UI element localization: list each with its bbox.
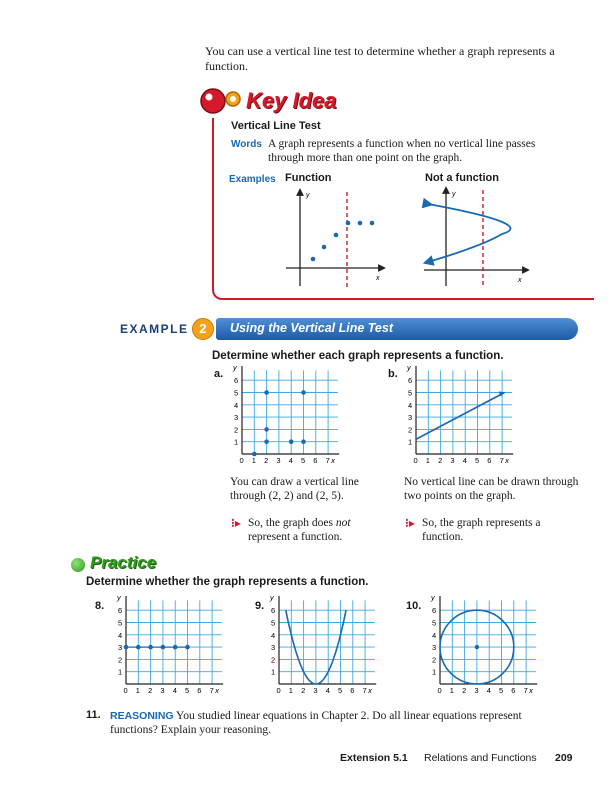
y-tick-label: 4 — [408, 400, 413, 410]
conclusion-a-start: So, the graph does — [248, 517, 336, 529]
y-tick-label: 5 — [271, 618, 276, 628]
data-point — [301, 390, 306, 395]
x-tick-label: 0 — [413, 456, 418, 465]
x-tick-label: 7 — [523, 686, 528, 695]
y-tick-label: 5 — [234, 388, 239, 398]
graph-9 — [263, 596, 381, 700]
x-tick-label: 3 — [276, 456, 281, 465]
part-b-label: b. — [388, 368, 398, 380]
y-tick-label: 5 — [408, 388, 413, 398]
y-axis-label: y — [407, 366, 411, 372]
x-tick-label: 6 — [511, 686, 516, 695]
key-idea-subtitle: Vertical Line Test — [231, 120, 321, 132]
y-tick-label: 1 — [432, 667, 437, 677]
data-point — [358, 221, 363, 226]
page-number: 209 — [555, 752, 573, 764]
y-tick-label: 3 — [271, 643, 276, 653]
data-point — [301, 439, 306, 444]
sideways-parabola — [428, 204, 511, 262]
data-point — [264, 390, 269, 395]
x-tick-label: 6 — [197, 686, 202, 695]
x-tick-label: 5 — [338, 686, 343, 695]
y-tick-label: 2 — [234, 425, 239, 435]
data-point — [322, 245, 327, 250]
key-idea-title: Key Idea — [246, 88, 337, 113]
x-tick-label: 1 — [449, 686, 454, 695]
x-tick-label: 1 — [251, 456, 256, 465]
x-axis-label: x — [215, 686, 219, 695]
data-point — [289, 439, 294, 444]
x-tick-label: 6 — [487, 456, 492, 465]
data-point — [346, 221, 351, 226]
example-prompt: Determine whether each graph represents a function. — [212, 350, 504, 362]
y-tick-label: 2 — [118, 655, 123, 665]
conclusion-arrow-icon: ⁝▸ — [405, 516, 415, 530]
y-tick-label: 3 — [118, 643, 123, 653]
words-label: Words — [231, 139, 262, 150]
x-tick-label: 5 — [185, 686, 190, 695]
x-tick-label: 1 — [288, 686, 293, 695]
y-tick-label: 2 — [432, 655, 437, 665]
graph-b — [400, 366, 518, 470]
y-tick-label: 1 — [408, 437, 413, 447]
y-axis-label: y — [452, 191, 456, 198]
examples-label: Examples — [229, 174, 276, 185]
circle-center-point — [475, 645, 479, 649]
conclusion-a-emphasis: not — [335, 517, 351, 529]
footer-section: Relations and Functions — [424, 752, 537, 764]
y-axis-label: y — [233, 366, 237, 372]
y-tick-label: 3 — [408, 413, 413, 423]
x-tick-label: 1 — [425, 456, 430, 465]
y-tick-label: 4 — [271, 630, 276, 640]
intro-text: You can use a vertical line test to determine whether a graph represents a function. — [205, 44, 555, 73]
y-axis-label: y — [306, 192, 310, 199]
function-graph-title: Function — [285, 172, 332, 184]
y-axis-label: y — [270, 596, 274, 602]
not-function-graph — [422, 186, 532, 290]
data-point — [311, 257, 316, 262]
x-axis-label: x — [518, 277, 522, 284]
example-label: EXAMPLE — [120, 322, 189, 336]
y-tick-label: 5 — [118, 618, 123, 628]
x-axis-label: x — [529, 686, 533, 695]
x-tick-label: 4 — [462, 456, 467, 465]
y-tick-label: 6 — [408, 376, 413, 386]
exercise-11-number: 11. — [86, 709, 101, 721]
function-graph — [282, 188, 387, 290]
x-tick-label: 3 — [450, 456, 455, 465]
not-function-graph-title: Not a function — [425, 172, 499, 184]
x-tick-label: 1 — [135, 686, 140, 695]
function-line — [416, 393, 505, 440]
example-number-badge: 2 — [192, 318, 214, 340]
x-tick-label: 7 — [325, 456, 330, 465]
conclusion-arrow-icon: ⁝▸ — [231, 516, 241, 530]
part-a-label: a. — [214, 368, 224, 380]
example-title: Using the Vertical Line Test — [230, 321, 394, 335]
x-tick-label: 2 — [301, 686, 306, 695]
x-tick-label: 4 — [486, 686, 491, 695]
conclusion-a — [248, 516, 388, 544]
x-axis-label: x — [331, 456, 335, 465]
data-point — [264, 439, 269, 444]
y-tick-label: 4 — [234, 400, 239, 410]
exercise-10-number: 10. — [406, 600, 422, 612]
x-tick-label: 4 — [288, 456, 293, 465]
data-point — [370, 221, 375, 226]
x-axis-label: x — [505, 456, 509, 465]
x-axis-label: x — [368, 686, 372, 695]
y-axis-label: y — [117, 596, 121, 602]
graph-a — [226, 366, 344, 470]
explanation-b: No vertical line can be drawn through two points on the graph. — [404, 476, 579, 502]
data-point — [252, 452, 257, 457]
words-text: A graph represents a function when no vertical line passes through more than one point on the graph. — [268, 138, 536, 164]
x-tick-label: 6 — [350, 686, 355, 695]
x-tick-label: 7 — [499, 456, 504, 465]
conclusion-a-end: represent a function. — [248, 531, 343, 543]
practice-prompt: Determine whether the graph represents a function. — [86, 576, 369, 588]
y-tick-label: 3 — [234, 413, 239, 423]
data-point — [264, 427, 269, 432]
y-tick-label: 1 — [271, 667, 276, 677]
graph-8 — [110, 596, 228, 700]
x-tick-label: 5 — [499, 686, 504, 695]
x-axis-label: x — [376, 275, 380, 282]
y-tick-label: 3 — [432, 643, 437, 653]
y-tick-label: 2 — [271, 655, 276, 665]
y-tick-label: 5 — [432, 618, 437, 628]
x-tick-label: 5 — [475, 456, 480, 465]
y-tick-label: 6 — [432, 606, 437, 616]
y-axis-label: y — [431, 596, 435, 602]
exercise-11-question: You studied linear equations in Chapter 2. Do all linear equations represent functions? Explain your reasoning. — [110, 710, 522, 736]
graph-10 — [424, 596, 542, 700]
x-tick-label: 2 — [264, 456, 269, 465]
x-tick-label: 2 — [462, 686, 467, 695]
data-point — [334, 233, 339, 238]
key-icon — [198, 86, 244, 116]
exercise-8-number: 8. — [95, 600, 105, 612]
y-tick-label: 1 — [234, 437, 239, 447]
y-tick-label: 6 — [271, 606, 276, 616]
y-tick-label: 6 — [118, 606, 123, 616]
x-tick-label: 4 — [172, 686, 177, 695]
y-tick-label: 4 — [432, 630, 437, 640]
x-tick-label: 2 — [438, 456, 443, 465]
x-tick-label: 3 — [160, 686, 165, 695]
x-tick-label: 5 — [301, 456, 306, 465]
practice-title: Practice — [90, 553, 157, 572]
x-tick-label: 3 — [474, 686, 479, 695]
footer-extension: Extension 5.1 — [340, 752, 408, 764]
conclusion-b: So, the graph represents a function. — [422, 517, 541, 543]
x-tick-label: 2 — [148, 686, 153, 695]
x-tick-label: 7 — [362, 686, 367, 695]
exercise-9-number: 9. — [255, 600, 265, 612]
x-tick-label: 7 — [209, 686, 214, 695]
y-tick-label: 2 — [408, 425, 413, 435]
x-tick-label: 0 — [239, 456, 244, 465]
x-tick-label: 6 — [313, 456, 318, 465]
y-tick-label: 6 — [234, 376, 239, 386]
x-tick-label: 0 — [123, 686, 128, 695]
explanation-a: You can draw a vertical line through (2, 2) and (2, 5). — [230, 476, 359, 502]
y-tick-label: 4 — [118, 630, 123, 640]
x-tick-label: 3 — [313, 686, 318, 695]
practice-icon — [71, 558, 85, 572]
x-tick-label: 0 — [276, 686, 281, 695]
y-tick-label: 1 — [118, 667, 123, 677]
reasoning-label: REASONING — [110, 710, 174, 722]
x-tick-label: 4 — [325, 686, 330, 695]
x-tick-label: 0 — [437, 686, 442, 695]
exercise-11-text — [110, 709, 550, 737]
